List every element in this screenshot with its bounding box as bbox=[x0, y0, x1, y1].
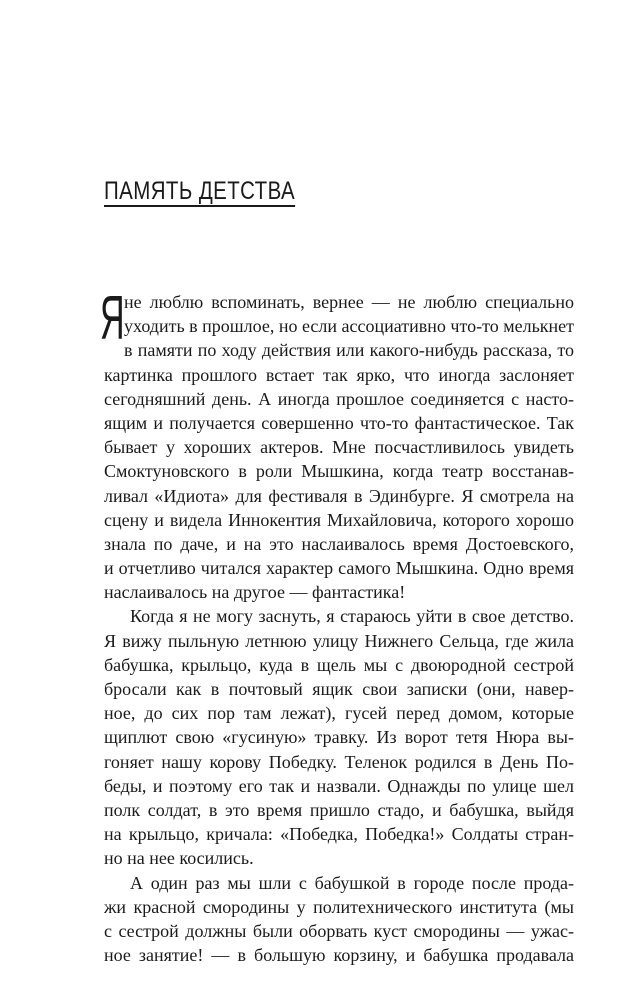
text-line: наслаивалось на другое — фантастика! bbox=[104, 582, 406, 603]
chapter-title: ПАМЯТЬ ДЕТСТВА bbox=[104, 177, 296, 205]
text-line: бывает у хороших актеров. Мне посчастливилось увидеть bbox=[104, 437, 574, 458]
text-line: но на нее косились. bbox=[104, 848, 254, 869]
drop-cap: Я bbox=[100, 284, 125, 353]
text-line: уходить в прошлое, но если ассоциативно что-то мелькнет bbox=[124, 316, 574, 337]
text-line: гоняет нашу корову Победку. Теленок родился в День По- bbox=[104, 751, 574, 772]
text-line: сцену и видела Иннокентия Михайловича, которого хорошо bbox=[104, 509, 574, 530]
text-line: с сестрой должны были оборвать куст смородины — ужас- bbox=[104, 920, 574, 941]
text-line: ливал «Идиота» для фестиваля в Эдинбурге. Я смотрела на bbox=[104, 485, 574, 506]
text-line: щиплют свою «гусиную» травку. Из ворот тетя Нюра вы- bbox=[104, 727, 574, 748]
text-line: ное занятие! — в большую корзину, и бабушка продавала bbox=[104, 945, 574, 966]
text-line: Когда я не могу заснуть, я стараюсь уйти в свое детство. bbox=[130, 606, 574, 627]
text-line: не люблю вспоминать, вернее — не люблю специально bbox=[124, 292, 574, 312]
text-line: на крыльцо, кричала: «Победка, Победка!» Солдаты стран- bbox=[104, 824, 574, 845]
text-line: картинка прошлого встает так ярко, что иногда заслоняет bbox=[104, 364, 574, 385]
text-line: жи красной смородины у политехнического института (мы bbox=[104, 896, 574, 917]
body-text bbox=[104, 290, 574, 967]
text-line: знала по даче, и на это наслаивалось время Достоевского, bbox=[104, 533, 574, 554]
text-line: Смоктуновского в роли Мышкина, когда театр восстанав- bbox=[104, 461, 574, 482]
text-line: ящим и получается совершенно что-то фантастическое. Так bbox=[104, 412, 574, 433]
text-line: сегодняшний день. А иногда прошлое соединяется с насто- bbox=[104, 388, 574, 409]
text-line: полк солдат, в это время пришло стадо, и бабушка, выйдя bbox=[104, 799, 574, 820]
text-line: Я вижу пыльную летнюю улицу Нижнего Сельца, где жила bbox=[104, 630, 574, 651]
text-line: беды, и поэтому его так и назвали. Однажды по улице шел bbox=[104, 775, 574, 796]
text-line: в памяти по ходу действия или какого-нибудь рассказа, то bbox=[124, 340, 574, 361]
text-line: ное, до сих пор там лежат), гусей перед домом, которые bbox=[104, 703, 574, 724]
text-line: и отчетливо читался характер самого Мышкина. Одно время bbox=[104, 558, 574, 579]
text-line: бабушка, крыльцо, куда в щель мы с двоюродной сестрой bbox=[104, 654, 574, 675]
text-line: бросали как в почтовый ящик свои записки (они, навер- bbox=[104, 679, 574, 699]
text-line: А один раз мы шли с бабушкой в городе после прода- bbox=[130, 872, 574, 893]
